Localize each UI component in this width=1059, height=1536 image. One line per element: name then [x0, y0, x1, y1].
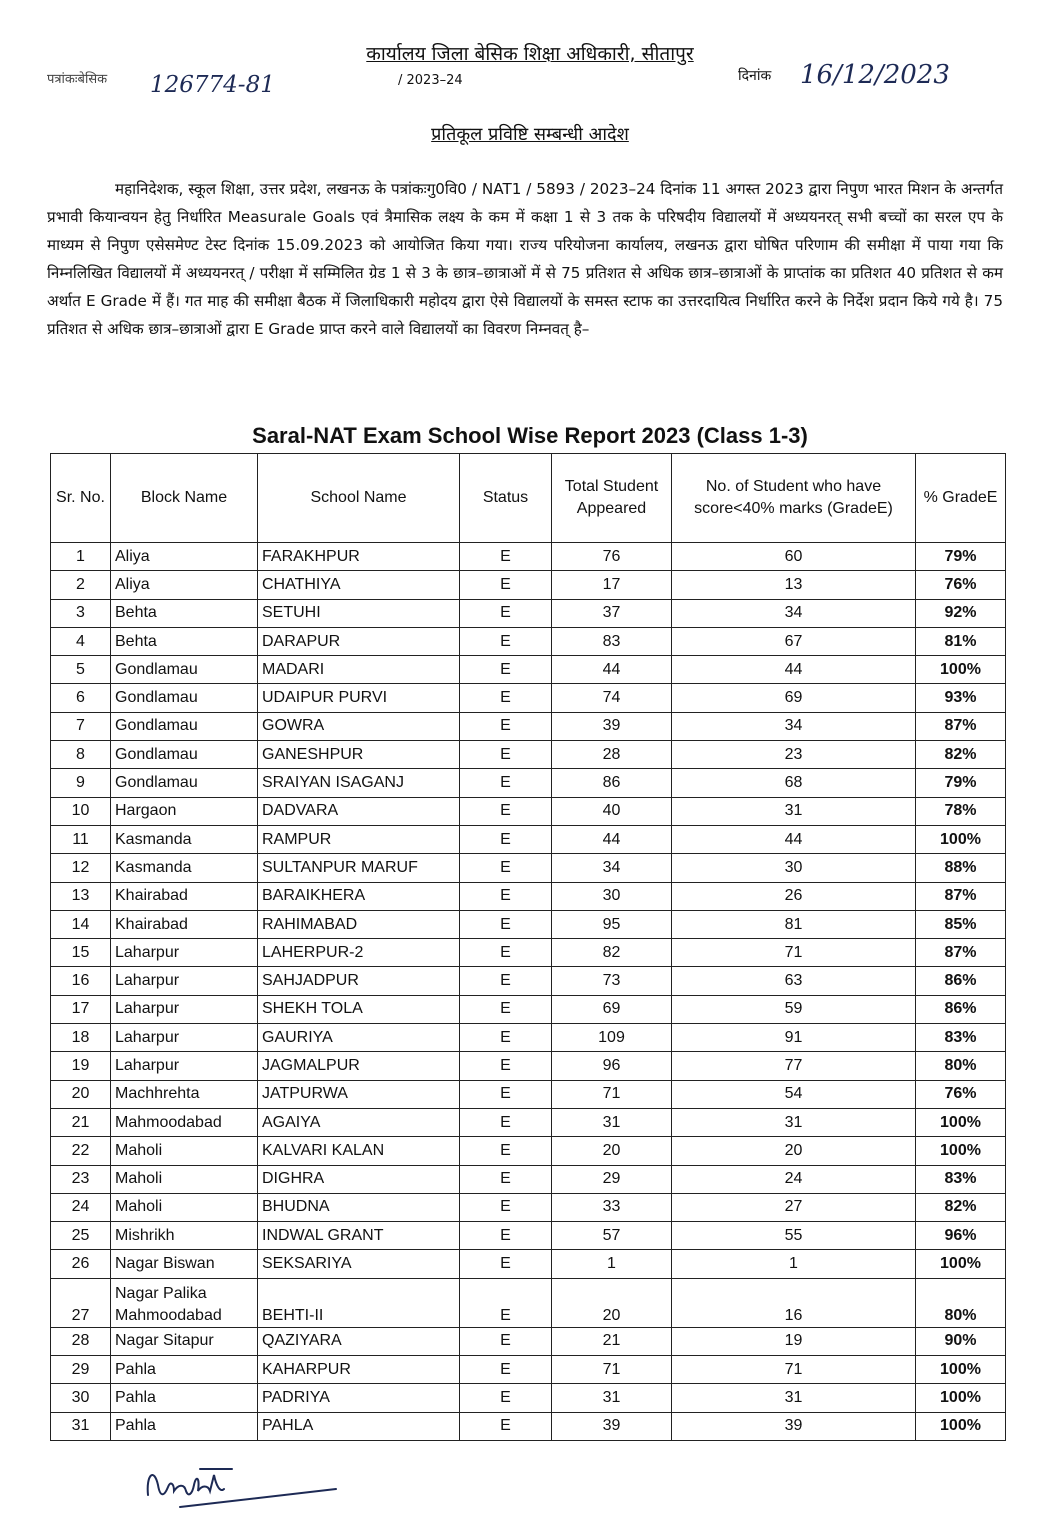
cell-school: JAGMALPUR — [258, 1052, 460, 1080]
cell-block: Nagar Biswan — [111, 1250, 258, 1278]
cell-school: GANESHPUR — [258, 741, 460, 769]
cell-pct: 83% — [916, 1024, 1006, 1052]
cell-school: SHEKH TOLA — [258, 995, 460, 1023]
table-row — [51, 854, 1006, 882]
cell-block: Hargaon — [111, 797, 258, 825]
cell-school: PAHLA — [258, 1412, 460, 1440]
cell-pct: 100% — [916, 1384, 1006, 1412]
header-total: Total Student Appeared — [552, 454, 672, 543]
cell-school: SAHJADPUR — [258, 967, 460, 995]
cell-block: Pahla — [111, 1384, 258, 1412]
cell-status: E — [460, 741, 552, 769]
cell-block: Kasmanda — [111, 825, 258, 853]
table-row — [51, 684, 1006, 712]
cell-sr: 11 — [51, 825, 111, 853]
cell-total: 44 — [552, 825, 672, 853]
cell-below40: 71 — [672, 939, 916, 967]
cell-pct: 100% — [916, 1412, 1006, 1440]
cell-status: E — [460, 1278, 552, 1327]
cell-below40: 34 — [672, 712, 916, 740]
cell-sr: 24 — [51, 1193, 111, 1221]
cell-status: E — [460, 627, 552, 655]
cell-status: E — [460, 967, 552, 995]
cell-school: INDWAL GRANT — [258, 1222, 460, 1250]
cell-pct: 86% — [916, 995, 1006, 1023]
cell-block: Laharpur — [111, 967, 258, 995]
cell-block: Behta — [111, 627, 258, 655]
cell-pct: 88% — [916, 854, 1006, 882]
cell-block: Pahla — [111, 1412, 258, 1440]
cell-sr: 16 — [51, 967, 111, 995]
cell-total: 34 — [552, 854, 672, 882]
table-row — [51, 1250, 1006, 1278]
cell-sr: 22 — [51, 1137, 111, 1165]
cell-total: 95 — [552, 910, 672, 938]
header-sr: Sr. No. — [51, 454, 111, 543]
cell-status: E — [460, 571, 552, 599]
cell-block: Maholi — [111, 1193, 258, 1221]
cell-total: 109 — [552, 1024, 672, 1052]
cell-status: E — [460, 656, 552, 684]
cell-status: E — [460, 599, 552, 627]
cell-sr: 18 — [51, 1024, 111, 1052]
table-row — [51, 1384, 1006, 1412]
cell-total: 71 — [552, 1080, 672, 1108]
table-row — [51, 797, 1006, 825]
cell-pct: 85% — [916, 910, 1006, 938]
cell-total: 39 — [552, 1412, 672, 1440]
cell-pct: 87% — [916, 882, 1006, 910]
cell-pct: 92% — [916, 599, 1006, 627]
cell-pct: 82% — [916, 1193, 1006, 1221]
cell-pct: 79% — [916, 769, 1006, 797]
cell-total: 83 — [552, 627, 672, 655]
cell-pct: 100% — [916, 1108, 1006, 1136]
table-row — [51, 1193, 1006, 1221]
cell-total: 31 — [552, 1108, 672, 1136]
cell-total: 82 — [552, 939, 672, 967]
cell-status: E — [460, 1412, 552, 1440]
table-row — [51, 1222, 1006, 1250]
cell-status: E — [460, 797, 552, 825]
cell-block: Nagar Sitapur — [111, 1327, 258, 1355]
table-row — [51, 939, 1006, 967]
cell-below40: 69 — [672, 684, 916, 712]
cell-sr: 25 — [51, 1222, 111, 1250]
cell-below40: 20 — [672, 1137, 916, 1165]
cell-school: KAHARPUR — [258, 1356, 460, 1384]
cell-block: Kasmanda — [111, 854, 258, 882]
cell-pct: 80% — [916, 1278, 1006, 1327]
table-row — [51, 825, 1006, 853]
cell-sr: 9 — [51, 769, 111, 797]
cell-below40: 19 — [672, 1327, 916, 1355]
cell-pct: 83% — [916, 1165, 1006, 1193]
cell-below40: 34 — [672, 599, 916, 627]
cell-total: 28 — [552, 741, 672, 769]
cell-below40: 16 — [672, 1278, 916, 1327]
cell-status: E — [460, 1137, 552, 1165]
cell-pct: 93% — [916, 684, 1006, 712]
cell-total: 69 — [552, 995, 672, 1023]
cell-sr: 23 — [51, 1165, 111, 1193]
cell-sr: 1 — [51, 543, 111, 571]
cell-status: E — [460, 1165, 552, 1193]
cell-school: GOWRA — [258, 712, 460, 740]
cell-below40: 30 — [672, 854, 916, 882]
cell-sr: 6 — [51, 684, 111, 712]
cell-below40: 55 — [672, 1222, 916, 1250]
table-row — [51, 1412, 1006, 1440]
cell-total: 86 — [552, 769, 672, 797]
cell-below40: 67 — [672, 627, 916, 655]
cell-school: BARAIKHERA — [258, 882, 460, 910]
cell-school: QAZIYARA — [258, 1327, 460, 1355]
cell-status: E — [460, 1222, 552, 1250]
cell-school: SEKSARIYA — [258, 1250, 460, 1278]
patrank-number: 126774-81 — [150, 72, 275, 98]
cell-school: DADVARA — [258, 797, 460, 825]
cell-block: Aliya — [111, 543, 258, 571]
cell-status: E — [460, 1052, 552, 1080]
cell-block: Khairabad — [111, 882, 258, 910]
cell-school: FARAKHPUR — [258, 543, 460, 571]
cell-block: Gondlamau — [111, 656, 258, 684]
cell-below40: 31 — [672, 1384, 916, 1412]
dinank-label: दिनांक — [738, 68, 772, 84]
cell-block: Gondlamau — [111, 769, 258, 797]
cell-sr: 3 — [51, 599, 111, 627]
cell-status: E — [460, 1108, 552, 1136]
cell-below40: 27 — [672, 1193, 916, 1221]
cell-school: KALVARI KALAN — [258, 1137, 460, 1165]
cell-status: E — [460, 939, 552, 967]
cell-school: AGAIYA — [258, 1108, 460, 1136]
table-row — [51, 1278, 1006, 1327]
cell-total: 39 — [552, 712, 672, 740]
cell-block: Mishrikh — [111, 1222, 258, 1250]
table-row — [51, 656, 1006, 684]
table-title: Saral-NAT Exam School Wise Report 2023 (Class 1-3) — [252, 423, 808, 448]
cell-school: JATPURWA — [258, 1080, 460, 1108]
subject-heading: प्रतिकूल प्रविष्टि सम्बन्धी आदेश — [431, 124, 629, 145]
table-header-row — [51, 454, 1006, 543]
cell-school: GAURIYA — [258, 1024, 460, 1052]
cell-block: Gondlamau — [111, 712, 258, 740]
cell-below40: 26 — [672, 882, 916, 910]
cell-school: DIGHRA — [258, 1165, 460, 1193]
cell-block: Laharpur — [111, 939, 258, 967]
cell-block: Pahla — [111, 1356, 258, 1384]
table-row — [51, 769, 1006, 797]
table-row — [51, 741, 1006, 769]
cell-total: 21 — [552, 1327, 672, 1355]
table-row — [51, 1165, 1006, 1193]
cell-block: Machhrehta — [111, 1080, 258, 1108]
cell-below40: 31 — [672, 797, 916, 825]
cell-status: E — [460, 1384, 552, 1412]
cell-school: CHATHIYA — [258, 571, 460, 599]
cell-sr: 21 — [51, 1108, 111, 1136]
cell-status: E — [460, 712, 552, 740]
cell-total: 44 — [552, 656, 672, 684]
cell-block: Nagar Palika Mahmoodabad — [111, 1278, 258, 1327]
cell-total: 73 — [552, 967, 672, 995]
cell-total: 31 — [552, 1384, 672, 1412]
cell-total: 76 — [552, 543, 672, 571]
cell-school: LAHERPUR-2 — [258, 939, 460, 967]
cell-pct: 87% — [916, 939, 1006, 967]
cell-sr: 26 — [51, 1250, 111, 1278]
cell-block: Laharpur — [111, 995, 258, 1023]
cell-status: E — [460, 1327, 552, 1355]
cell-pct: 86% — [916, 967, 1006, 995]
cell-below40: 39 — [672, 1412, 916, 1440]
table-row — [51, 571, 1006, 599]
cell-school: SRAIYAN ISAGANJ — [258, 769, 460, 797]
cell-school: MADARI — [258, 656, 460, 684]
cell-total: 37 — [552, 599, 672, 627]
table-row — [51, 967, 1006, 995]
cell-block: Maholi — [111, 1137, 258, 1165]
cell-total: 1 — [552, 1250, 672, 1278]
cell-below40: 68 — [672, 769, 916, 797]
table-row — [51, 543, 1006, 571]
table-row — [51, 1356, 1006, 1384]
cell-status: E — [460, 995, 552, 1023]
cell-school: RAMPUR — [258, 825, 460, 853]
cell-below40: 81 — [672, 910, 916, 938]
cell-total: 57 — [552, 1222, 672, 1250]
cell-status: E — [460, 882, 552, 910]
cell-sr: 19 — [51, 1052, 111, 1080]
cell-sr: 10 — [51, 797, 111, 825]
cell-sr: 30 — [51, 1384, 111, 1412]
cell-sr: 29 — [51, 1356, 111, 1384]
cell-sr: 17 — [51, 995, 111, 1023]
table-row — [51, 1024, 1006, 1052]
cell-below40: 63 — [672, 967, 916, 995]
cell-pct: 76% — [916, 571, 1006, 599]
signature — [140, 1455, 340, 1515]
cell-sr: 27 — [51, 1278, 111, 1327]
table-row — [51, 882, 1006, 910]
cell-pct: 96% — [916, 1222, 1006, 1250]
cell-block: Laharpur — [111, 1052, 258, 1080]
cell-below40: 60 — [672, 543, 916, 571]
cell-total: 17 — [552, 571, 672, 599]
cell-below40: 13 — [672, 571, 916, 599]
cell-school: BHUDNA — [258, 1193, 460, 1221]
cell-total: 30 — [552, 882, 672, 910]
cell-school: BEHTI-II — [258, 1278, 460, 1327]
cell-sr: 8 — [51, 741, 111, 769]
cell-status: E — [460, 684, 552, 712]
cell-below40: 91 — [672, 1024, 916, 1052]
header-school: School Name — [258, 454, 460, 543]
table-row — [51, 627, 1006, 655]
cell-below40: 44 — [672, 656, 916, 684]
table-row — [51, 599, 1006, 627]
cell-below40: 31 — [672, 1108, 916, 1136]
cell-block: Khairabad — [111, 910, 258, 938]
table-row — [51, 995, 1006, 1023]
cell-pct: 100% — [916, 1250, 1006, 1278]
cell-status: E — [460, 854, 552, 882]
cell-school: UDAIPUR PURVI — [258, 684, 460, 712]
table-row — [51, 1052, 1006, 1080]
cell-pct: 76% — [916, 1080, 1006, 1108]
cell-sr: 5 — [51, 656, 111, 684]
cell-total: 96 — [552, 1052, 672, 1080]
cell-block: Maholi — [111, 1165, 258, 1193]
cell-school: DARAPUR — [258, 627, 460, 655]
cell-block: Aliya — [111, 571, 258, 599]
cell-status: E — [460, 1024, 552, 1052]
cell-below40: 59 — [672, 995, 916, 1023]
header-status: Status — [460, 454, 552, 543]
cell-school: SULTANPUR MARUF — [258, 854, 460, 882]
cell-status: E — [460, 825, 552, 853]
handwritten-date: 16/12/2023 — [800, 60, 950, 90]
cell-sr: 28 — [51, 1327, 111, 1355]
cell-sr: 20 — [51, 1080, 111, 1108]
cell-total: 71 — [552, 1356, 672, 1384]
table-row — [51, 1327, 1006, 1355]
cell-below40: 24 — [672, 1165, 916, 1193]
table-row — [51, 1080, 1006, 1108]
body-paragraph: महानिदेशक, स्कूल शिक्षा, उत्तर प्रदेश, लखनऊ के पत्रांकःगु0वि0 / NAT1 / 5893 / 2023–24 दिनांक 11 अगस्त 2023 द्वारा निपुण भारत मिशन के अन्तर्गत प्रभावी कियान्वयन हेतु निर्धारित Measurale Goals एवं त्रैमासिक लक्ष्य के कम में कक्षा 1 से 3 तक के परिषदीय विद्यालयों में अध्ययनरत् सभी बच्चों का सरल एप के माध्यम से निपुण एसेसमेण्ट टेस्ट दिनांक 15.09.2023 को आयोजित किया गया। राज्य परियोजना कार्यालय, लखनऊ द्वारा घोषित परिणाम की समीक्षा में पाया गया कि निम्नलिखित विद्यालयों में अध्ययनरत् / परीक्षा में सम्मिलित ग्रेड 1 से 3 के छात्र–छात्राओं में से 75 प्रतिशत से अधिक छात्र–छात्राओं के प्राप्तांक का प्रतिशत 40 प्रतिशत से कम अर्थात E Grade में हैं। गत माह की समीक्षा बैठक में जिलाधिकारी महोदय द्वारा ऐसे विद्यालयों के समस्त स्टाफ का उत्तरदायित्व निर्धारित करने के निर्देश प्रदान किये गये है। 75 प्रतिशत से अधिक छात्र–छात्राओं द्वारा E Grade प्राप्त करने वाले विद्यालयों का विवरण निम्नवत् है– — [47, 180, 1003, 338]
cell-sr: 2 — [51, 571, 111, 599]
cell-below40: 44 — [672, 825, 916, 853]
cell-below40: 77 — [672, 1052, 916, 1080]
patrank-label: पत्रांकःबेसिक — [47, 72, 108, 87]
cell-block: Behta — [111, 599, 258, 627]
cell-pct: 100% — [916, 1356, 1006, 1384]
cell-pct: 87% — [916, 712, 1006, 740]
cell-status: E — [460, 1080, 552, 1108]
header-block: Block Name — [111, 454, 258, 543]
cell-total: 20 — [552, 1278, 672, 1327]
cell-sr: 31 — [51, 1412, 111, 1440]
cell-status: E — [460, 1250, 552, 1278]
cell-sr: 13 — [51, 882, 111, 910]
cell-pct: 82% — [916, 741, 1006, 769]
cell-pct: 80% — [916, 1052, 1006, 1080]
cell-pct: 81% — [916, 627, 1006, 655]
report-table — [50, 453, 1006, 1441]
table-body — [51, 543, 1006, 1441]
office-title: कार्यालय जिला बेसिक शिक्षा अधिकारी, सीतापुर — [366, 43, 694, 65]
cell-status: E — [460, 910, 552, 938]
cell-pct: 79% — [916, 543, 1006, 571]
year-suffix: / 2023–24 — [398, 73, 463, 88]
cell-below40: 23 — [672, 741, 916, 769]
cell-total: 74 — [552, 684, 672, 712]
cell-school: RAHIMABAD — [258, 910, 460, 938]
cell-block: Mahmoodabad — [111, 1108, 258, 1136]
cell-total: 40 — [552, 797, 672, 825]
cell-sr: 14 — [51, 910, 111, 938]
cell-below40: 71 — [672, 1356, 916, 1384]
cell-below40: 1 — [672, 1250, 916, 1278]
cell-status: E — [460, 769, 552, 797]
table-row — [51, 712, 1006, 740]
cell-block: Gondlamau — [111, 684, 258, 712]
cell-sr: 12 — [51, 854, 111, 882]
header-pct: % GradeE — [916, 454, 1006, 543]
cell-pct: 90% — [916, 1327, 1006, 1355]
table-row — [51, 910, 1006, 938]
cell-school: PADRIYA — [258, 1384, 460, 1412]
cell-sr: 15 — [51, 939, 111, 967]
cell-pct: 78% — [916, 797, 1006, 825]
cell-block: Laharpur — [111, 1024, 258, 1052]
header-below40: No. of Student who have score<40% marks (GradeE) — [672, 454, 916, 543]
cell-pct: 100% — [916, 656, 1006, 684]
cell-block: Gondlamau — [111, 741, 258, 769]
cell-school: SETUHI — [258, 599, 460, 627]
cell-sr: 4 — [51, 627, 111, 655]
table-row — [51, 1137, 1006, 1165]
cell-total: 20 — [552, 1137, 672, 1165]
cell-sr: 7 — [51, 712, 111, 740]
cell-status: E — [460, 1356, 552, 1384]
cell-pct: 100% — [916, 825, 1006, 853]
cell-status: E — [460, 543, 552, 571]
cell-total: 29 — [552, 1165, 672, 1193]
cell-total: 33 — [552, 1193, 672, 1221]
cell-status: E — [460, 1193, 552, 1221]
table-row — [51, 1108, 1006, 1136]
cell-below40: 54 — [672, 1080, 916, 1108]
cell-pct: 100% — [916, 1137, 1006, 1165]
